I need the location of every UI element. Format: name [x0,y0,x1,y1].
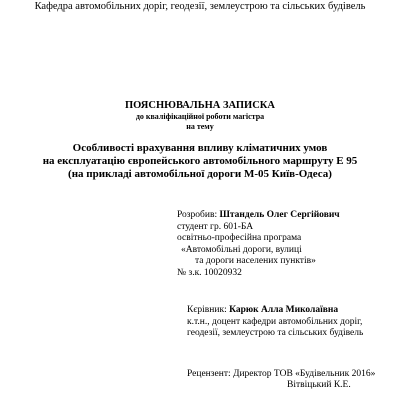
thesis-title [0,142,400,181]
author-record-book: № з.к. 10020932 [177,267,242,278]
thesis-title-line-1: Особливості врахування впливу кліматичних умов [72,142,328,154]
author-program-3: та дороги населених пунктів» [195,256,316,266]
supervisor-block [187,305,363,340]
thesis-title-line-3: (на прикладі автомобільної дороги М-05 Київ-Одеса) [68,168,332,180]
document-subtitle: до кваліфікаційної роботи магістра [135,112,265,121]
author-program-1: освітньо-професійна програма [177,233,302,243]
author-program-2: «Автомобільні дороги, вулиці [181,244,302,255]
reviewer-block [187,369,376,390]
supervisor-position-2: геодезії, землеустрою та сільських будівель [187,328,364,338]
supervisor-position-1: к.т.н., доцент кафедри автомобільних доріг, [187,316,363,327]
reviewer-line: Рецензент: Директор ТОВ «Будівельник 2016» [187,369,376,379]
author-label: Розробив: [177,210,218,220]
supervisor-line [187,305,363,317]
supervisor-name: Карюк Алла Миколаївна [229,305,339,315]
document-topic-label: на тему [186,122,214,131]
author-line [177,210,340,222]
document-type: ПОЯСНЮВАЛЬНА ЗАПИСКА [124,100,275,111]
author-name: Штандель Олег Сергійович [219,210,340,220]
author-block [177,210,340,279]
supervisor-label: Кєрівник: [187,305,227,315]
author-group: студент гр. 601-БА [177,221,254,232]
department-header: Кафедра автомобільних доріг, геодезії, землеустрою та сільських будівель [34,1,366,12]
reviewer-name: Вітвіцький К.Е. [287,380,351,390]
thesis-title-line-2: на експлуатацію європейського автомобільного маршруту Е 95 [42,155,358,167]
